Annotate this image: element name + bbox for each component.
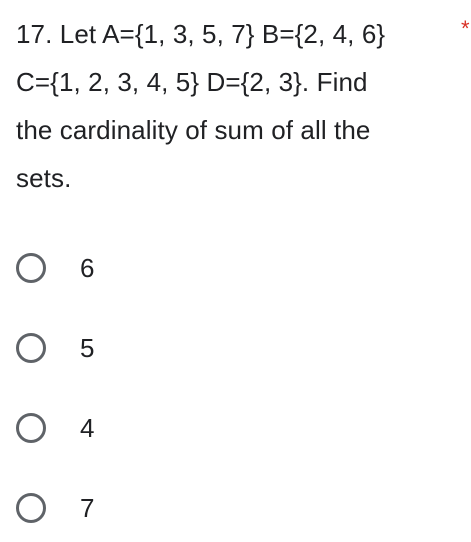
option-label: 7 bbox=[80, 493, 95, 523]
question-line: sets. bbox=[16, 163, 72, 193]
radio-button-icon[interactable] bbox=[16, 333, 46, 363]
option-4[interactable] bbox=[16, 408, 456, 448]
answer-options bbox=[16, 248, 456, 528]
required-asterisk: * bbox=[461, 16, 470, 41]
option-5[interactable] bbox=[16, 328, 456, 368]
question-line: C={1, 2, 3, 4, 5} D={2, 3}. Find bbox=[16, 67, 368, 97]
radio-button-icon[interactable] bbox=[16, 493, 46, 523]
option-label: 5 bbox=[80, 333, 95, 363]
radio-button-icon[interactable] bbox=[16, 253, 46, 283]
option-label: 4 bbox=[80, 413, 95, 443]
question-line: 17. Let A={1, 3, 5, 7} B={2, 4, 6} bbox=[16, 19, 386, 49]
question-text bbox=[16, 10, 456, 202]
option-6[interactable] bbox=[16, 248, 456, 288]
option-label: 6 bbox=[80, 253, 95, 283]
option-7[interactable] bbox=[16, 488, 456, 528]
question-line: the cardinality of sum of all the bbox=[16, 115, 371, 145]
radio-button-icon[interactable] bbox=[16, 413, 46, 443]
